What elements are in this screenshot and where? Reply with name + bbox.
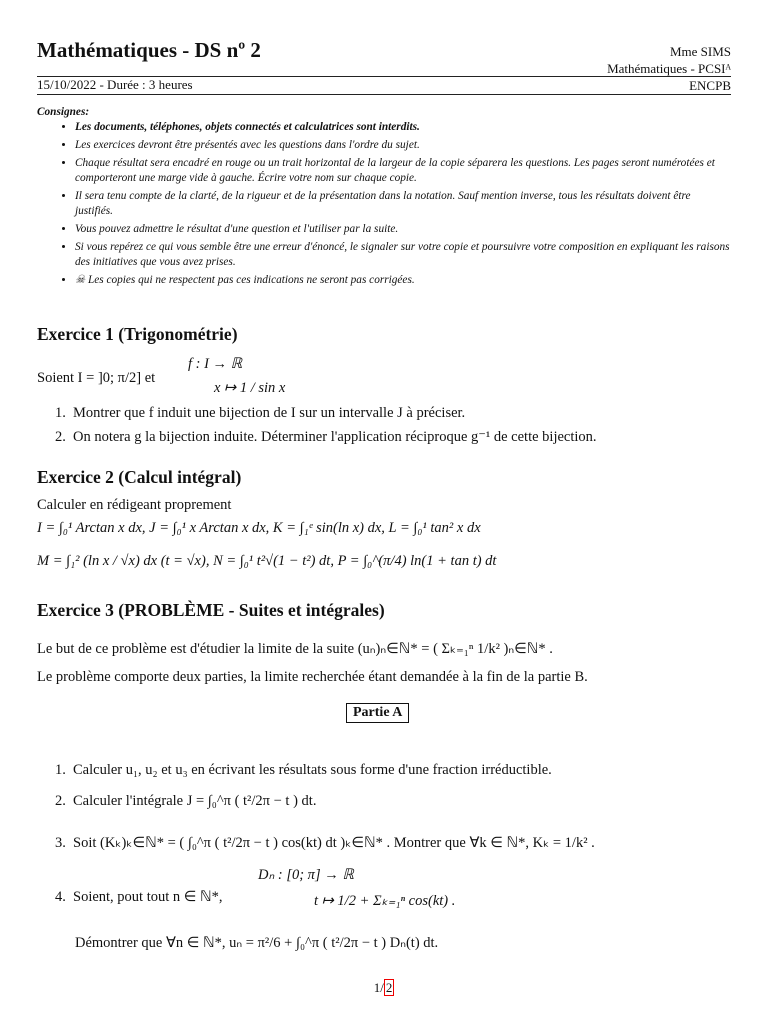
integrals-line-1: I = ∫₀¹ Arctan x dx, J = ∫₀¹ x Arctan x dx, K = ∫₁ᵉ sin(ln x) dx, L = ∫₀¹ tan² x dx — [37, 520, 481, 536]
function-f-rule: x ↦ 1 / sin x — [214, 380, 286, 396]
question-text: Calculer l'intégrale J = ∫₀^π ( t²/2π − t ) dt. — [73, 793, 317, 809]
function-dn-domain: Dₙ : [0; π] → ℝ — [258, 867, 354, 883]
page-title: Mathématiques - DS nº 2 — [37, 38, 261, 62]
date-duration: 15/10/2022 - Durée : 3 heures — [37, 77, 193, 92]
page-number — [0, 980, 768, 996]
exercise-3-q1: 1. Calculer u₁, u₂ et u₃ en écrivant les résultats sous forme d'une fraction irréductible. — [55, 762, 552, 778]
page-total-link[interactable]: 2 — [385, 980, 393, 995]
instructions-heading: Consignes: — [37, 106, 90, 118]
exercise-2-intro: Calculer en rédigeant proprement — [37, 497, 232, 513]
list-item: • Les exercices devront être présentés avec les questions dans l'ordre du sujet. — [75, 138, 731, 153]
subject-class: Mathématiques - PCSIᴬ — [607, 61, 731, 76]
exercise-3-intro-2: Le problème comporte deux parties, la limite recherchée étant demandée à la fin de la partie B. — [37, 669, 588, 685]
exercise-1-q1: 1. Montrer que f induit une bijection de I sur un intervalle J à préciser. — [55, 405, 466, 421]
list-item: • Vous pouvez admettre le résultat d'une question et l'utiliser par la suite. — [75, 222, 731, 237]
exercise-1-q2: 2. On notera g la bijection induite. Déterminer l'application réciproque g⁻¹ de cette bijection. — [55, 429, 597, 445]
exercise-3-q4-statement: Démontrer que ∀n ∈ ℕ*, uₙ = π²/6 + ∫₀^π ( t²/2π − t ) Dₙ(t) dt. — [75, 935, 439, 951]
list-item: • Chaque résultat sera encadré en rouge ou un trait horizontal de la largeur de la copie séparera les questions. Les pages seront numérotées et comporteront une marge vide à gauche. Écrire votre nom sur chaque copie. — [75, 156, 731, 186]
exercise-1-title: Exercice 1 (Trigonométrie) — [37, 324, 238, 344]
question-text: Soit (Kₖ)ₖ∈ℕ* = ( ∫₀^π ( t²/2π − t ) cos(kt) dt )ₖ∈ℕ* . Montrer que ∀k ∈ ℕ*, Kₖ = 1/k² . — [73, 835, 595, 851]
question-text: Soient, pout tout n ∈ ℕ*, — [73, 889, 223, 905]
teacher-name: Mme SIMS — [669, 44, 731, 59]
question-text: On notera g la bijection induite. Déterminer l'application réciproque g⁻¹ de cette bijection. — [73, 429, 597, 445]
exercise-2-title: Exercice 2 (Calcul intégral) — [37, 467, 242, 487]
list-item: • Les documents, téléphones, objets connectés et calculatrices sont interdits. — [75, 120, 731, 135]
instructions-list — [37, 120, 731, 288]
question-text: Calculer u₁, u₂ et u₃ en écrivant les résultats sous forme d'une fraction irréductible. — [73, 762, 552, 778]
header-right — [607, 43, 731, 77]
exercise-3-q2: 2. Calculer l'intégrale J = ∫₀^π ( t²/2π − t ) dt. — [55, 793, 317, 809]
list-item: • ☠ Les copies qui ne respectent pas ces indications ne seront pas corrigées. — [75, 273, 731, 288]
part-a-label: Partie A — [346, 703, 409, 723]
header-rule-bottom — [37, 94, 731, 95]
page-current: 1/ — [373, 980, 384, 995]
school-name: ENCPB — [689, 78, 731, 93]
function-f-domain: f : I → ℝ — [188, 356, 243, 372]
instructions-box — [37, 106, 731, 291]
function-dn-rule: t ↦ 1/2 + Σₖ₌₁ⁿ cos(kt) . — [314, 893, 456, 909]
exercise-1-intro: Soient I = ]0; π/2] et — [37, 370, 156, 386]
list-item: • Il sera tenu compte de la clarté, de la rigueur et de la présentation dans la notation. Sauf mention inverse, tous les résultats doivent être justifiés. — [75, 189, 731, 219]
integrals-line-2: M = ∫₁² (ln x / √x) dx (t = √x), N = ∫₀¹ t²√(1 − t²) dt, P = ∫₀^(π/4) ln(1 + tan t) dt — [37, 553, 497, 569]
exercise-3-q4: 4. Soient, pout tout n ∈ ℕ*, — [55, 889, 223, 905]
question-text: Montrer que f induit une bijection de I sur un intervalle J à préciser. — [73, 405, 466, 421]
list-item: • Si vous repérez ce qui vous semble être une erreur d'énoncé, le signaler sur votre copie et poursuivre votre composition en expliquant les raisons des initiatives que vous avez prises. — [75, 240, 731, 270]
exercise-3-intro-1: Le but de ce problème est d'étudier la limite de la suite (uₙ)ₙ∈ℕ* = ( Σₖ₌₁ⁿ 1/k² )ₙ∈ℕ* . — [37, 641, 553, 657]
exercise-3-title: Exercice 3 (PROBLÈME - Suites et intégrales) — [37, 600, 385, 620]
exercise-3-q3: 3. Soit (Kₖ)ₖ∈ℕ* = ( ∫₀^π ( t²/2π − t ) cos(kt) dt )ₖ∈ℕ* . Montrer que ∀k ∈ ℕ*, Kₖ = 1/k² . — [55, 835, 595, 851]
